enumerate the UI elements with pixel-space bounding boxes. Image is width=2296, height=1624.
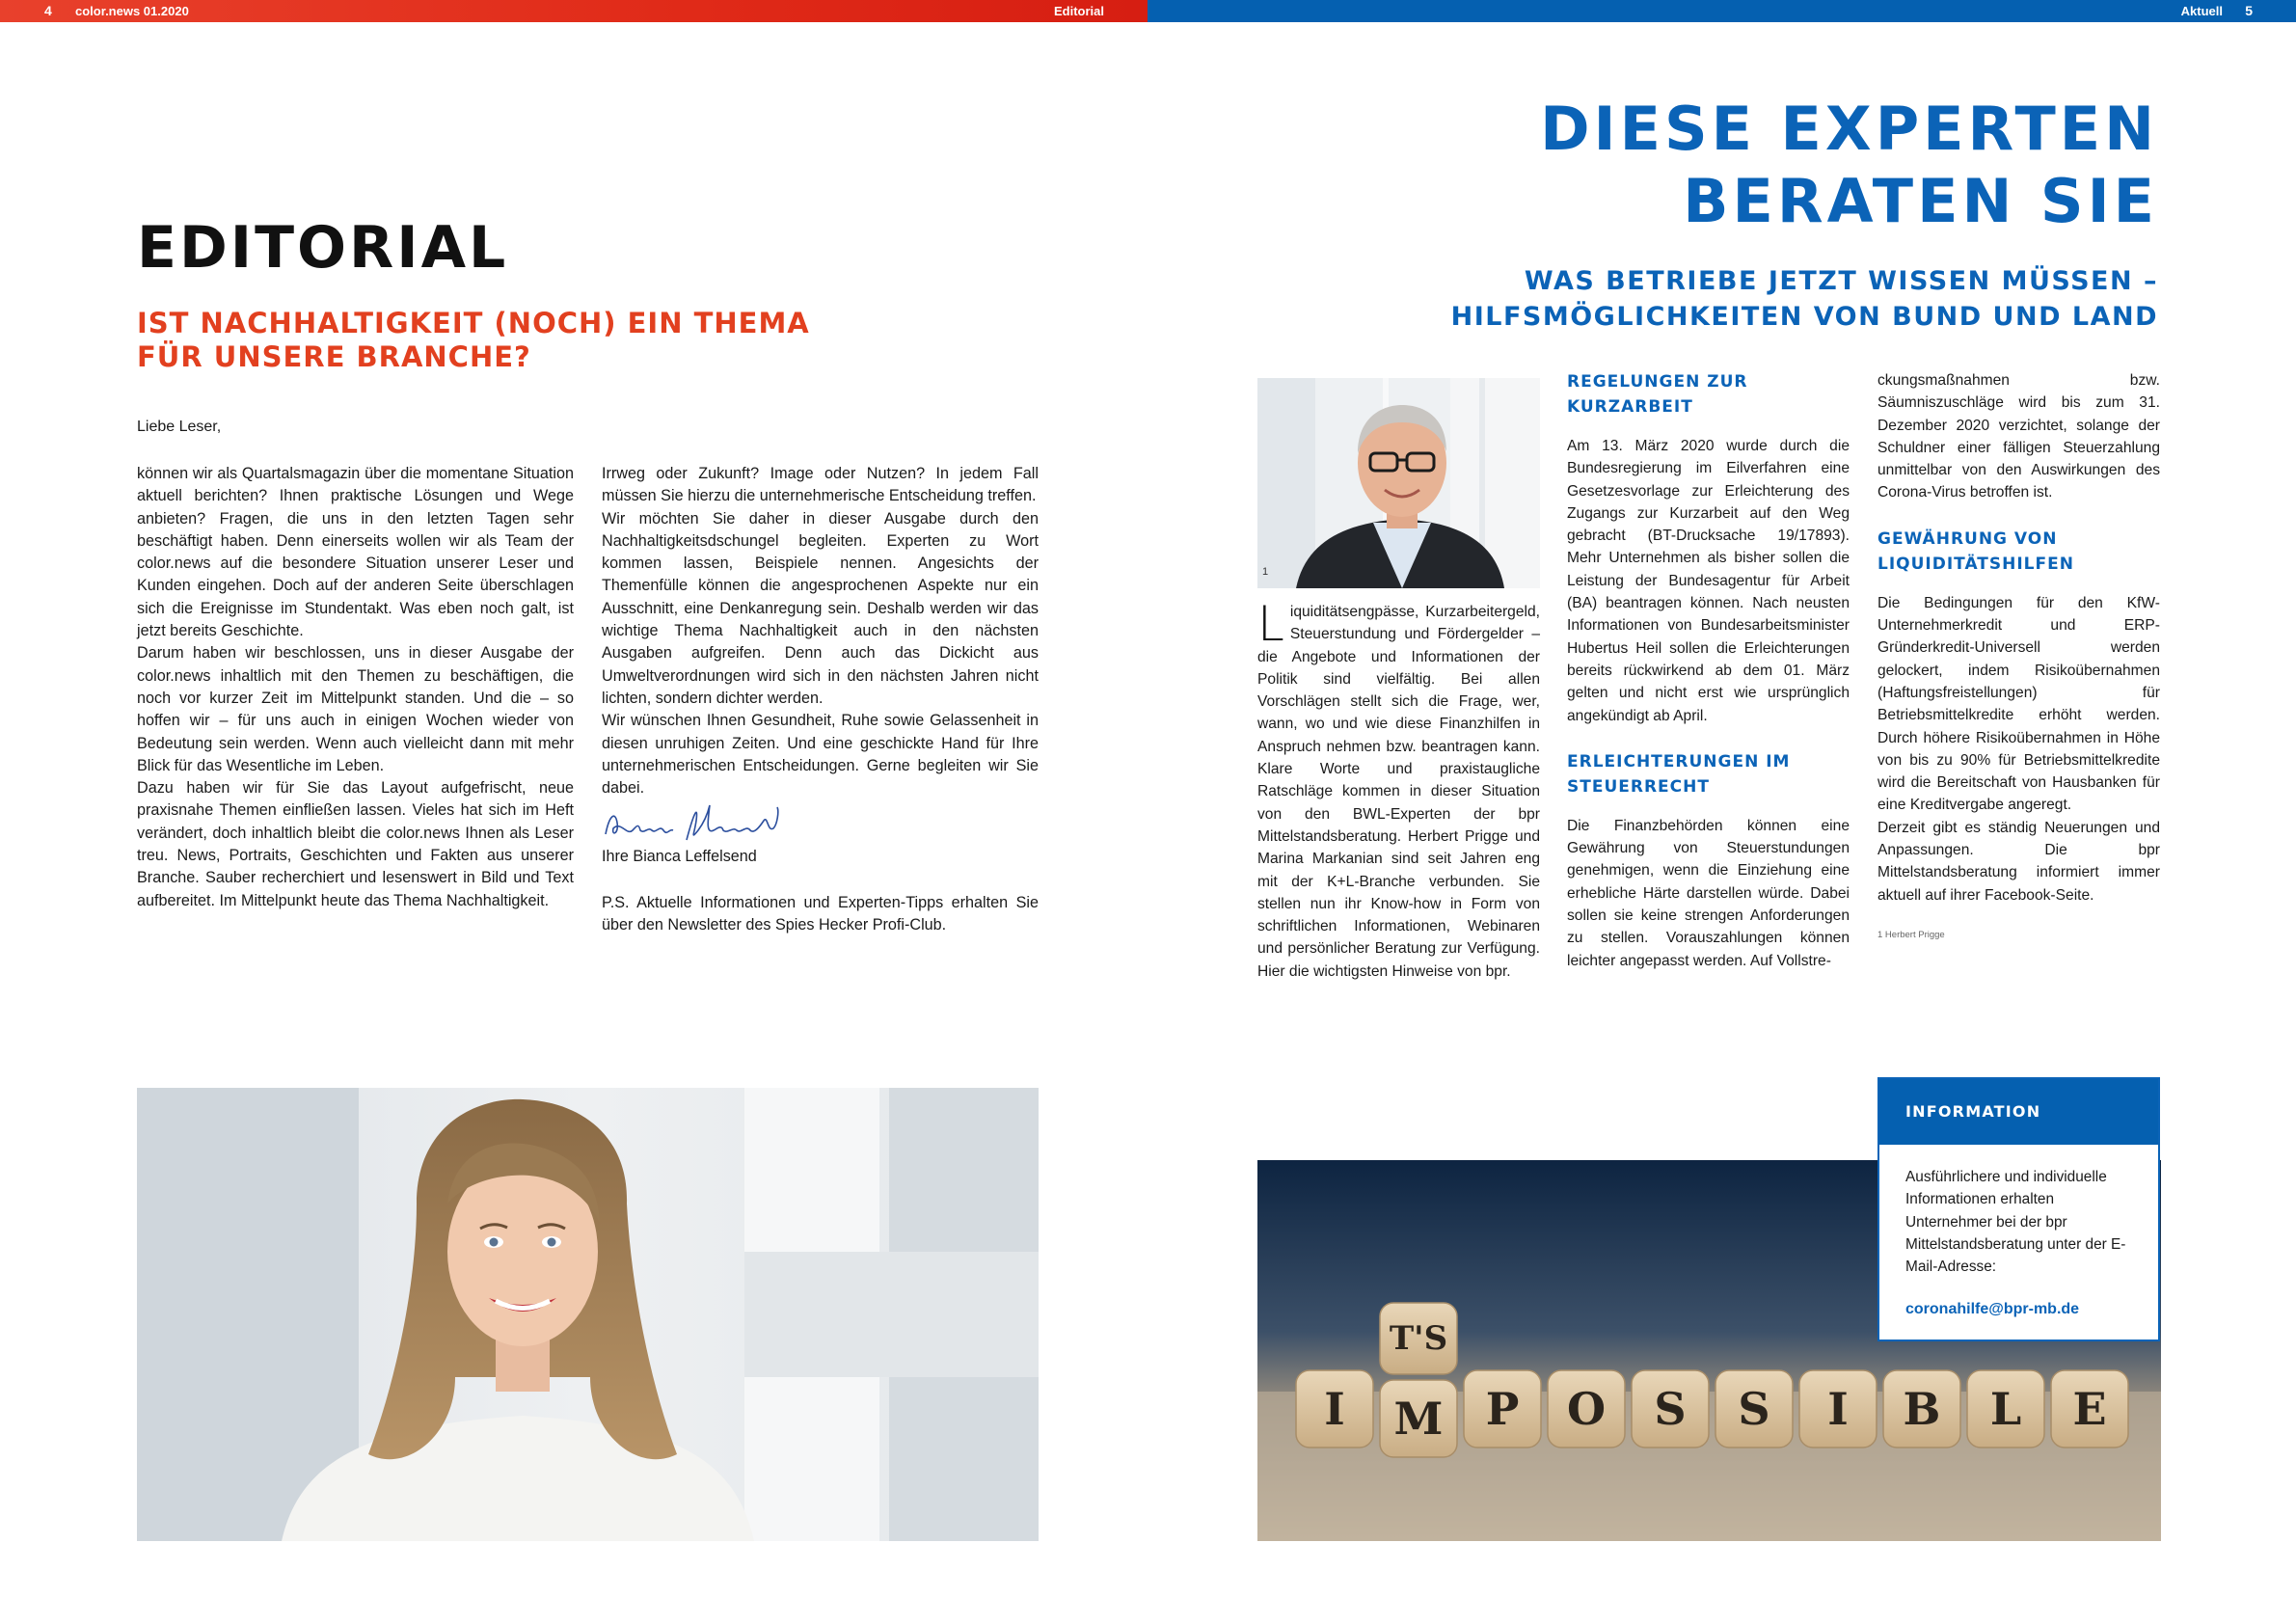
die-9 bbox=[1967, 1370, 2044, 1448]
die-2 bbox=[1380, 1380, 1457, 1457]
die-letter: P bbox=[1485, 1383, 1520, 1435]
main-subtitle-line1: WAS BETRIEBE JETZT WISSEN MÜSSEN – bbox=[1524, 266, 2158, 296]
die-7 bbox=[1799, 1370, 1877, 1448]
editor-photo-art bbox=[137, 1088, 1039, 1541]
page-number-left: 4 bbox=[44, 3, 52, 18]
die-letter: I bbox=[1827, 1383, 1849, 1435]
die-letter: B bbox=[1903, 1383, 1941, 1435]
paragraph: Irrweg oder Zukunft? Image oder Nutzen? In jedem Fall müssen Sie hierzu die unternehmerische Entscheidung treffen. bbox=[602, 465, 1039, 505]
die-1 bbox=[1296, 1370, 1373, 1448]
die-6 bbox=[1715, 1370, 1793, 1448]
die-letter: S bbox=[1654, 1383, 1687, 1435]
editorial-subtitle bbox=[137, 307, 870, 374]
info-box-title: INFORMATION bbox=[1879, 1079, 2158, 1145]
die-10 bbox=[2051, 1370, 2128, 1448]
section-heading-liquiditaet bbox=[1877, 527, 2160, 577]
die-3 bbox=[1464, 1370, 1541, 1448]
sign-off: Ihre Bianca Leffelsend bbox=[602, 848, 757, 866]
paragraph: Wir möchten Sie daher in dieser Ausgabe durch den Nachhaltigkeitsdschungel begleiten. Experten zu Wort kommen lassen, Beispiele nennen. Angesichts der Themenfülle können die angesprochenen Aspekte nur ein Ausschnitt, eine Denkanregung sein. Deshalb werden wir das wichtige Thema Nachhaltigkeit auch in den nächsten Ausgaben aufgreifen. Denn auch das Dickicht aus Umweltverordnungen wird sich in den nächsten Jahren nicht lichten, sondern dichter werden. bbox=[602, 509, 1039, 707]
editorial-subtitle-line2: FÜR UNSERE BRANCHE? bbox=[137, 340, 531, 373]
portrait-number: 1 bbox=[1262, 566, 1269, 578]
page-number-right: 5 bbox=[2245, 3, 2253, 18]
heading-line: KURZARBEIT bbox=[1567, 397, 1693, 417]
editorial-column-1 bbox=[137, 463, 574, 912]
die-letter: O bbox=[1566, 1383, 1607, 1435]
greeting: Liebe Leser, bbox=[137, 419, 222, 435]
main-title-line1: DIESE EXPERTEN bbox=[1540, 94, 2158, 164]
editorial-subtitle-line1: IST NACHHALTIGKEIT (NOCH) EIN THEMA bbox=[137, 307, 810, 339]
signature-scribble bbox=[602, 801, 785, 846]
photo-caption: 1 Herbert Prigge bbox=[1877, 929, 1945, 940]
die-letter: E bbox=[2072, 1383, 2107, 1435]
die-letter: M bbox=[1393, 1393, 1444, 1445]
info-box bbox=[1877, 1077, 2160, 1341]
paragraph: Die Finanzbehörden können eine Gewährung von Steuerstundungen genehmigen, wenn die Einziehung eine erhebliche Härte darstellen würde. Dabei sollen sie keine strengen Anforderungen zu stellen. Vorauszahlungen können leichter angepasst werden. Auf Vollstre- bbox=[1567, 817, 1850, 969]
die-letter: I bbox=[1324, 1383, 1345, 1435]
header-bar-left bbox=[0, 0, 1148, 22]
editor-photo bbox=[137, 1088, 1039, 1541]
intro-text: iquiditätsengpässe, Kurzarbeitergeld, Steuerstundung und Fördergelder – die Angebote und Informationen der Politik sind vielfältig. Bei allen Vorschlägen stellt sich die Frage, wer, wann, wo und wie diese Finanzhilfen in Anspruch nehmen bzw. beantragen kann. Klare Worte und praxistaugliche Ratschläge kommen in dieser Situation von den BWL-Experten der bpr Mittelstandsberatung. Herbert Prigge und Marina Markanian sind seit Jahren eng mit der K+L-Branche verbunden. Sie stellen nun ihr Know-how in Form von schriftlichen Informationen, Webinaren und persönlicher Beratung zur Verfügung. Hier die wichtigsten Hinweise von bpr. bbox=[1257, 604, 1540, 980]
signature bbox=[602, 801, 1039, 846]
die-5 bbox=[1632, 1370, 1709, 1448]
paragraph: Dazu haben wir für Sie das Layout aufgefrischt, neue praxisnahe Themen einfließen lassen. Vieles hat sich im Heft verändert, doch inhaltlich bleibt die color.news Ihnen als Leser treu. News, Portraits, Geschichten und Fakten aus unserer Branche. Sauber recherchiert und lesenswert in Bild und Text aufbereitet. Im Mittelpunkt heute das Thema Nachhaltigkeit. bbox=[137, 779, 574, 909]
heading-line: LIQUIDITÄTSHILFEN bbox=[1877, 554, 2074, 574]
section-heading-steuerrecht bbox=[1567, 749, 1850, 799]
paragraph: Die Bedingungen für den KfW-Unternehmerkredit und ERP-Gründerkredit-Universell werden gelockert, indem Risikoübernahmen (Haftungsfreistellungen) für Betriebsmittelkredite erhöht werden. Durch höhere Risikoübernahmen in Höhe von bis zu 90% für Betriebsmittelkredite wird die Bereitschaft von Hausbanken für eine Kreditvergabe angeregt. bbox=[1877, 594, 2160, 814]
article-column-3 bbox=[1877, 369, 2160, 946]
die-letter: S bbox=[1738, 1383, 1770, 1435]
publication-name: color.news 01.2020 bbox=[75, 4, 189, 18]
info-box-text: Ausführlichere und individuelle Informationen erhalten Unternehmer bei der bpr Mittelstandsberatung unter der E-Mail-Adresse: bbox=[1905, 1169, 2126, 1276]
paragraph: können wir als Quartalsmagazin über die momentane Situation aktuell berichten? Ihnen praktische Lösungen und Wege anbieten? Fragen, die uns in den letzten Tagen sehr beschäftigt haben. Denn einerseits wollen wir als Team der color.news auf die besondere Situation unserer Leser und Kunden eingehen. Doch auf der anderen Seite überschlagen sich die Ereignisse im Stundentakt. Was eben noch galt, ist jetzt bereits Geschichte. bbox=[137, 465, 574, 640]
paragraph: Derzeit gibt es ständig Neuerungen und Anpassungen. Die bpr Mittelstandsberatung informiert immer aktuell auf ihrer Facebook-Seite. bbox=[1877, 819, 2160, 904]
heading-line: ERLEICHTERUNGEN IM bbox=[1567, 751, 1791, 771]
article-column-2 bbox=[1567, 369, 1850, 972]
expert-portrait bbox=[1257, 378, 1540, 588]
heading-line: REGELUNGEN ZUR bbox=[1567, 372, 1748, 392]
main-subtitle bbox=[1451, 263, 2158, 335]
editorial-column-2 bbox=[602, 463, 1039, 936]
paragraph: Wir wünschen Ihnen Gesundheit, Ruhe sowie Gelassenheit in diesen unruhigen Zeiten. Und eine geschickte Hand für Ihre unternehmerischen Entscheidungen. Gerne begleiten wir Sie dabei. bbox=[602, 712, 1039, 798]
drop-cap: L bbox=[1257, 596, 1284, 652]
header-bar-right bbox=[1148, 0, 2296, 22]
postscript: P.S. Aktuelle Informationen und Experten-Tipps erhalten Sie über den Newsletter des Spies Hecker Profi-Club. bbox=[602, 893, 1039, 934]
paragraph: Darum haben wir beschlossen, uns in dieser Ausgabe der color.news inhaltlich mit den Themen zu beschäftigen, die noch vor kurzer Zeit im Mittelpunkt standen. Und die – so hoffen wir – für uns auch in einigen Wochen wieder von Bedeutung sein werden. Wenn auch vielleicht dann mit mehr Blick für das Wesentliche im Leben. bbox=[137, 644, 574, 774]
section-heading-kurzarbeit bbox=[1567, 369, 1850, 420]
intro-paragraph bbox=[1257, 596, 1540, 983]
die-top-text: T'S bbox=[1389, 1319, 1448, 1358]
main-title-line2: BERATEN SIE bbox=[1683, 166, 2158, 236]
heading-line: GEWÄHRUNG VON bbox=[1877, 528, 2058, 549]
main-subtitle-line2: HILFSMÖGLICHKEITEN VON BUND UND LAND bbox=[1450, 302, 2158, 332]
section-label-right: Aktuell bbox=[2180, 4, 2223, 18]
main-title bbox=[1540, 93, 2158, 237]
heading-line: STEUERRECHT bbox=[1567, 776, 1710, 797]
info-email-link[interactable]: coronahilfe@bpr-mb.de bbox=[1905, 1301, 2080, 1318]
editorial-title: EDITORIAL bbox=[137, 214, 509, 282]
die-letter: L bbox=[1989, 1383, 2022, 1435]
die-4 bbox=[1548, 1370, 1625, 1448]
paragraph: ckungsmaßnahmen bzw. Säumniszuschläge wird bis zum 31. Dezember 2020 verzichtet, solange der Schuldner einer fälligen Steuerzahlung unmittelbar von den Auswirkungen des Corona-Virus betroffen ist. bbox=[1877, 372, 2160, 501]
expert-portrait-art bbox=[1257, 378, 1540, 588]
section-label-left: Editorial bbox=[1053, 4, 1104, 18]
die-top bbox=[1380, 1303, 1457, 1374]
article-column-1 bbox=[1257, 596, 1540, 983]
paragraph: Am 13. März 2020 wurde durch die Bundesregierung im Eilverfahren eine Gesetzesvorlage zur Erleichterung des Zugangs zur Kurzarbeit auf den Weg gebracht (BT-Drucksache 19/17893). Mehr Unternehmen als bisher sollen die Leistung der Bundesagentur für Arbeit (BA) beantragen können. Nach neusten Informationen von Bundesarbeitsminister Hubertus Heil sollen die Erleichterungen bereits rückwirkend ab dem 01. März gelten und nicht erst wie ursprünglich angekündigt ab April. bbox=[1567, 438, 1850, 724]
die-8 bbox=[1883, 1370, 1960, 1448]
